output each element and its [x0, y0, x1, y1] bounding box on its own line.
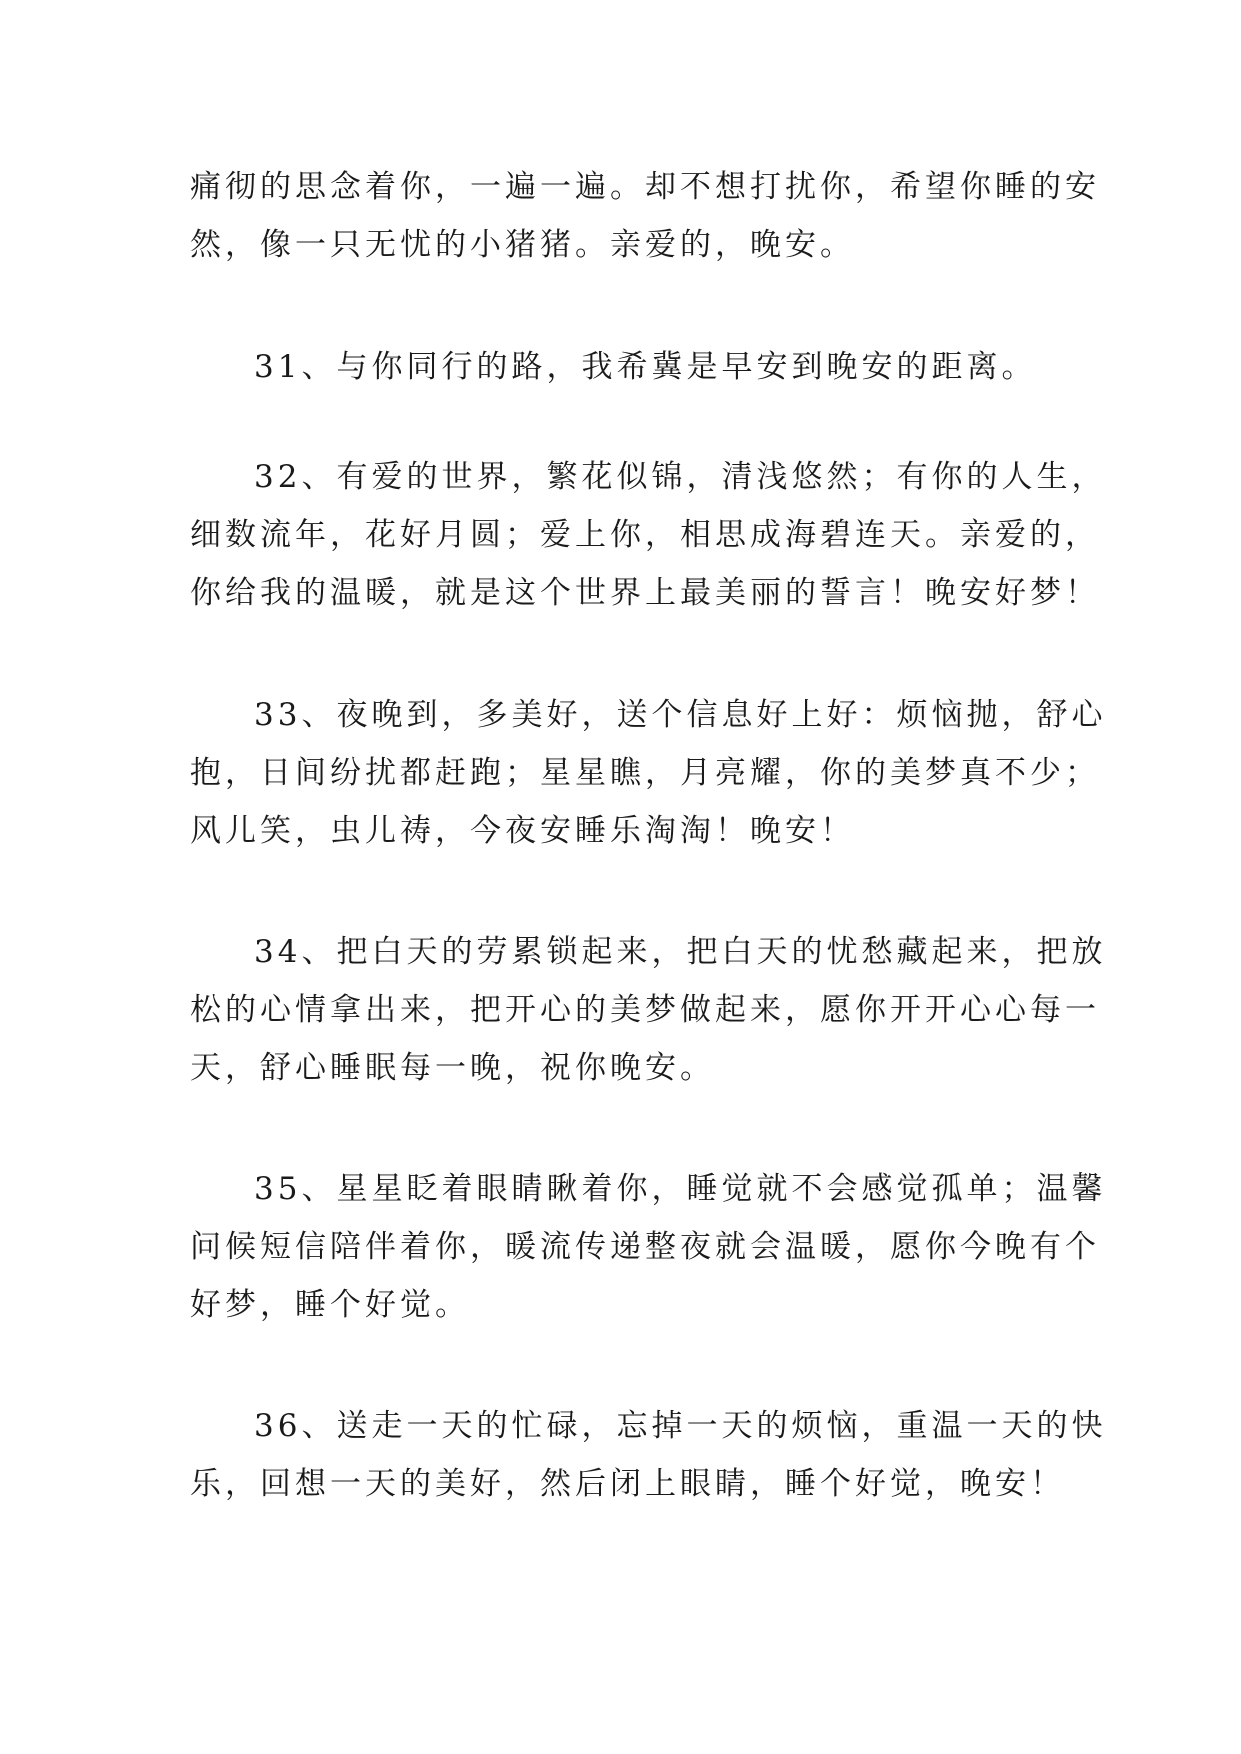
- paragraph-continuation: [190, 158, 1100, 274]
- paragraph-32: [190, 448, 1107, 622]
- paragraph-line: 你给我的温暖，就是这个世界上最美丽的誓言！晚安好梦！: [190, 575, 1100, 611]
- paragraph-line: 问候短信陪伴着你，暖流传递整夜就会温暖，愿你今晚有个: [190, 1229, 1100, 1265]
- paragraph-line: 33、夜晚到，多美好，送个信息好上好：烦恼抛，舒心: [254, 697, 1107, 733]
- paragraph-line: 然，像一只无忧的小猪猪。亲爱的，晚安。: [190, 227, 855, 263]
- paragraph-35: [190, 1160, 1107, 1334]
- paragraph-33: [190, 686, 1107, 860]
- paragraph-line: 34、把白天的劳累锁起来，把白天的忧愁藏起来，把放: [254, 934, 1107, 970]
- paragraph-line: 31、与你同行的路，我希冀是早安到晚安的距离。: [254, 349, 1037, 385]
- paragraph-line: 32、有爱的世界，繁花似锦，清浅悠然；有你的人生，: [254, 459, 1107, 495]
- paragraph-line: 好梦，睡个好觉。: [190, 1287, 470, 1323]
- paragraph-line: 35、星星眨着眼睛瞅着你，睡觉就不会感觉孤单；温馨: [254, 1171, 1107, 1207]
- paragraph-line: 松的心情拿出来，把开心的美梦做起来，愿你开开心心每一: [190, 992, 1100, 1028]
- paragraph-line: 抱，日间纷扰都赶跑；星星瞧，月亮耀，你的美梦真不少；: [190, 755, 1100, 791]
- paragraph-31: [190, 338, 1070, 396]
- paragraph-34: [190, 923, 1107, 1097]
- paragraph-line: 痛彻的思念着你，一遍一遍。却不想打扰你，希望你睡的安: [190, 169, 1100, 205]
- paragraph-line: 天，舒心睡眠每一晚，祝你晚安。: [190, 1050, 715, 1086]
- paragraph-line: 36、送走一天的忙碌，忘掉一天的烦恼，重温一天的快: [254, 1408, 1107, 1444]
- paragraph-36: [190, 1397, 1107, 1513]
- paragraph-line: 风儿笑，虫儿祷，今夜安睡乐淘淘！晚安！: [190, 813, 855, 849]
- paragraph-line: 细数流年，花好月圆；爱上你，相思成海碧连天。亲爱的，: [190, 517, 1100, 553]
- paragraph-line: 乐，回想一天的美好，然后闭上眼睛，睡个好觉，晚安！: [190, 1466, 1065, 1502]
